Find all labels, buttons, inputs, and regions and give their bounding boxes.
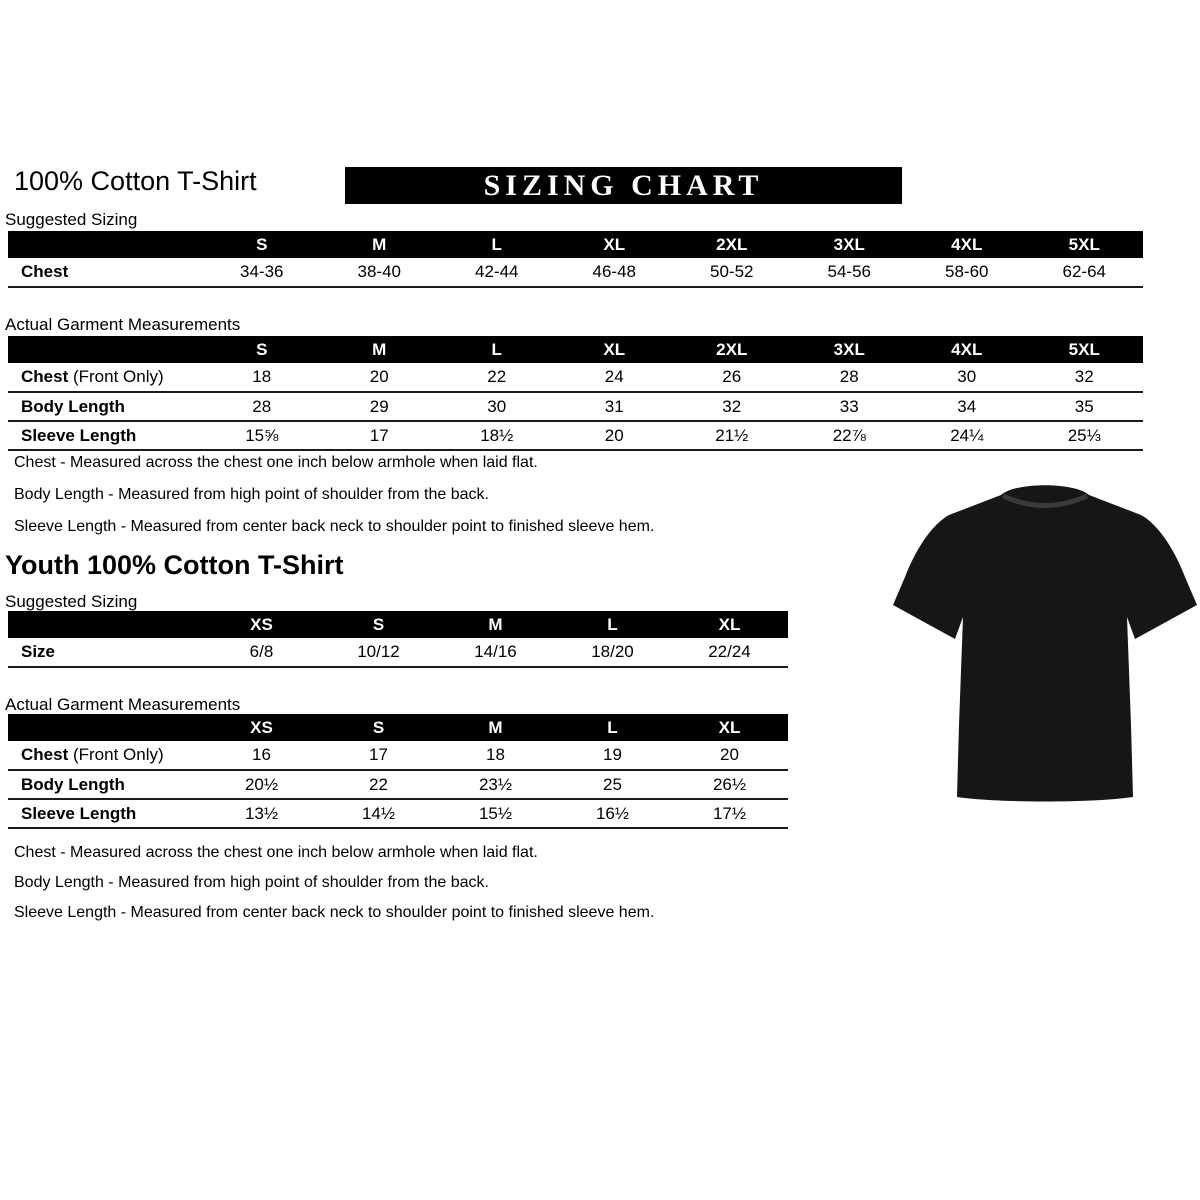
table-row — [8, 392, 1143, 421]
table-cell: 30 — [438, 392, 556, 421]
row-label-text: Body Length — [21, 396, 125, 416]
table-cell: 18/20 — [554, 638, 671, 667]
table-row — [8, 741, 788, 770]
column-header-3xl: 3XL — [791, 231, 909, 258]
row-label-suffix: (Front Only) — [68, 745, 164, 764]
table-cell: 16½ — [554, 799, 671, 828]
table-cell: 58-60 — [908, 258, 1026, 287]
note-sleeve-length: Sleeve Length - Measured from center back neck to shoulder point to finished sleeve hem. — [14, 904, 655, 921]
header-spacer — [8, 231, 203, 258]
table-cell: 46-48 — [556, 258, 674, 287]
table-cell: 17 — [321, 421, 439, 450]
column-header-s: S — [203, 231, 321, 258]
column-header-l: L — [554, 714, 671, 741]
column-header-l: L — [438, 336, 556, 363]
table-row — [8, 638, 788, 667]
table-cell: 22/24 — [671, 638, 788, 667]
table-cell: 29 — [321, 392, 439, 421]
table-cell: 20½ — [203, 770, 320, 799]
table-cell: 19 — [554, 741, 671, 770]
column-header-s: S — [203, 336, 321, 363]
row-label-text: Chest — [21, 262, 69, 281]
adult-measurement-notes — [14, 453, 654, 549]
table-cell: 33 — [791, 392, 909, 421]
row-label-text: Size — [21, 642, 56, 661]
table-cell: 23½ — [437, 770, 554, 799]
adult-suggested-sizing-table — [8, 231, 1143, 288]
note-body-length: Body Length - Measured from high point of shoulder from the back. — [14, 874, 489, 891]
table-row — [8, 799, 788, 828]
note-chest: Chest - Measured across the chest one inch below armhole when laid flat. — [14, 454, 538, 471]
row-label — [8, 392, 203, 421]
column-header-xl: XL — [556, 336, 674, 363]
note-chest: Chest - Measured across the chest one inch below armhole when laid flat. — [14, 844, 538, 861]
youth-actual-measurements-table — [8, 714, 788, 829]
tshirt-image — [893, 477, 1198, 813]
row-label — [8, 741, 203, 770]
table-cell: 13½ — [203, 799, 320, 828]
table-cell: 17 — [320, 741, 437, 770]
row-label — [8, 258, 203, 287]
table-cell: 20 — [556, 421, 674, 450]
adult-suggested-sizing-label: Suggested Sizing — [5, 210, 138, 229]
column-header-4xl: 4XL — [908, 336, 1026, 363]
column-header-xs: XS — [203, 611, 320, 638]
column-header-xl: XL — [671, 714, 788, 741]
note-sleeve-length: Sleeve Length - Measured from center back neck to shoulder point to finished sleeve hem. — [14, 518, 655, 535]
table-head — [8, 336, 1143, 363]
column-header-l: L — [554, 611, 671, 638]
table-cell: 18 — [203, 363, 321, 392]
header-spacer — [8, 336, 203, 363]
header-row — [8, 231, 1143, 258]
adult-actual-measurements-label: Actual Garment Measurements — [5, 315, 241, 334]
youth-suggested-sizing-table — [8, 611, 788, 668]
tshirt-body — [893, 485, 1197, 801]
column-header-2xl: 2XL — [673, 231, 791, 258]
table-cell: 54-56 — [791, 258, 909, 287]
table-cell: 50-52 — [673, 258, 791, 287]
column-header-4xl: 4XL — [908, 231, 1026, 258]
column-header-m: M — [321, 231, 439, 258]
table-cell: 32 — [1026, 363, 1144, 392]
table-cell: 38-40 — [321, 258, 439, 287]
header-row — [8, 714, 788, 741]
table-cell: 10/12 — [320, 638, 437, 667]
table-cell: 15½ — [437, 799, 554, 828]
table-head — [8, 231, 1143, 258]
table-cell: 24¼ — [908, 421, 1026, 450]
table-cell: 20 — [671, 741, 788, 770]
table-cell: 22⅞ — [791, 421, 909, 450]
row-label-text: Chest — [21, 745, 69, 764]
header-spacer — [8, 611, 203, 638]
table-cell: 14½ — [320, 799, 437, 828]
note-body-length: Body Length - Measured from high point of shoulder from the back. — [14, 486, 489, 503]
black-tshirt-graphic — [893, 477, 1198, 813]
table-row — [8, 421, 1143, 450]
table-body — [8, 741, 788, 828]
youth-suggested-sizing-label: Suggested Sizing — [5, 592, 138, 611]
table-cell: 25 — [554, 770, 671, 799]
column-header-xs: XS — [203, 714, 320, 741]
column-header-s: S — [320, 714, 437, 741]
row-label — [8, 421, 203, 450]
table-row — [8, 363, 1143, 392]
adult-actual-measurements-table — [8, 336, 1143, 451]
table-cell: 22 — [320, 770, 437, 799]
row-label-text: Sleeve Length — [21, 803, 137, 823]
header-row — [8, 336, 1143, 363]
table-cell: 25⅓ — [1026, 421, 1144, 450]
table-head — [8, 714, 788, 741]
column-header-2xl: 2XL — [673, 336, 791, 363]
column-header-l: L — [438, 231, 556, 258]
row-label — [8, 770, 203, 799]
header-row — [8, 611, 788, 638]
table-cell: 28 — [203, 392, 321, 421]
table-cell: 26½ — [671, 770, 788, 799]
table-body — [8, 363, 1143, 450]
table-cell: 16 — [203, 741, 320, 770]
table-cell: 18½ — [438, 421, 556, 450]
table-cell: 17½ — [671, 799, 788, 828]
table-cell: 30 — [908, 363, 1026, 392]
sizing-chart-banner: SIZING CHART — [345, 167, 902, 204]
table-body — [8, 258, 1143, 287]
column-header-5xl: 5XL — [1026, 231, 1144, 258]
table-row — [8, 258, 1143, 287]
youth-title: Youth 100% Cotton T-Shirt — [5, 550, 344, 580]
table-head — [8, 611, 788, 638]
table-cell: 32 — [673, 392, 791, 421]
table-cell: 28 — [791, 363, 909, 392]
column-header-s: S — [320, 611, 437, 638]
table-cell: 31 — [556, 392, 674, 421]
row-label — [8, 638, 203, 667]
column-header-m: M — [437, 611, 554, 638]
table-cell: 62-64 — [1026, 258, 1144, 287]
row-label — [8, 363, 203, 392]
column-header-xl: XL — [556, 231, 674, 258]
youth-measurement-notes — [14, 843, 654, 933]
table-cell: 34-36 — [203, 258, 321, 287]
column-header-5xl: 5XL — [1026, 336, 1144, 363]
table-cell: 6/8 — [203, 638, 320, 667]
table-cell: 15⅝ — [203, 421, 321, 450]
row-label-text: Body Length — [21, 774, 125, 794]
youth-actual-measurements-label: Actual Garment Measurements — [5, 695, 241, 714]
table-cell: 26 — [673, 363, 791, 392]
row-label-text: Chest — [21, 367, 69, 386]
column-header-m: M — [321, 336, 439, 363]
table-cell: 22 — [438, 363, 556, 392]
adult-title: 100% Cotton T-Shirt — [14, 166, 257, 196]
table-cell: 18 — [437, 741, 554, 770]
table-cell: 20 — [321, 363, 439, 392]
column-header-3xl: 3XL — [791, 336, 909, 363]
header-spacer — [8, 714, 203, 741]
row-label-text: Sleeve Length — [21, 425, 137, 445]
table-cell: 24 — [556, 363, 674, 392]
table-cell: 34 — [908, 392, 1026, 421]
table-cell: 42-44 — [438, 258, 556, 287]
table-body — [8, 638, 788, 667]
row-label-suffix: (Front Only) — [68, 367, 164, 386]
table-cell: 35 — [1026, 392, 1144, 421]
row-label — [8, 799, 203, 828]
table-cell: 21½ — [673, 421, 791, 450]
column-header-xl: XL — [671, 611, 788, 638]
table-row — [8, 770, 788, 799]
table-cell: 14/16 — [437, 638, 554, 667]
column-header-m: M — [437, 714, 554, 741]
